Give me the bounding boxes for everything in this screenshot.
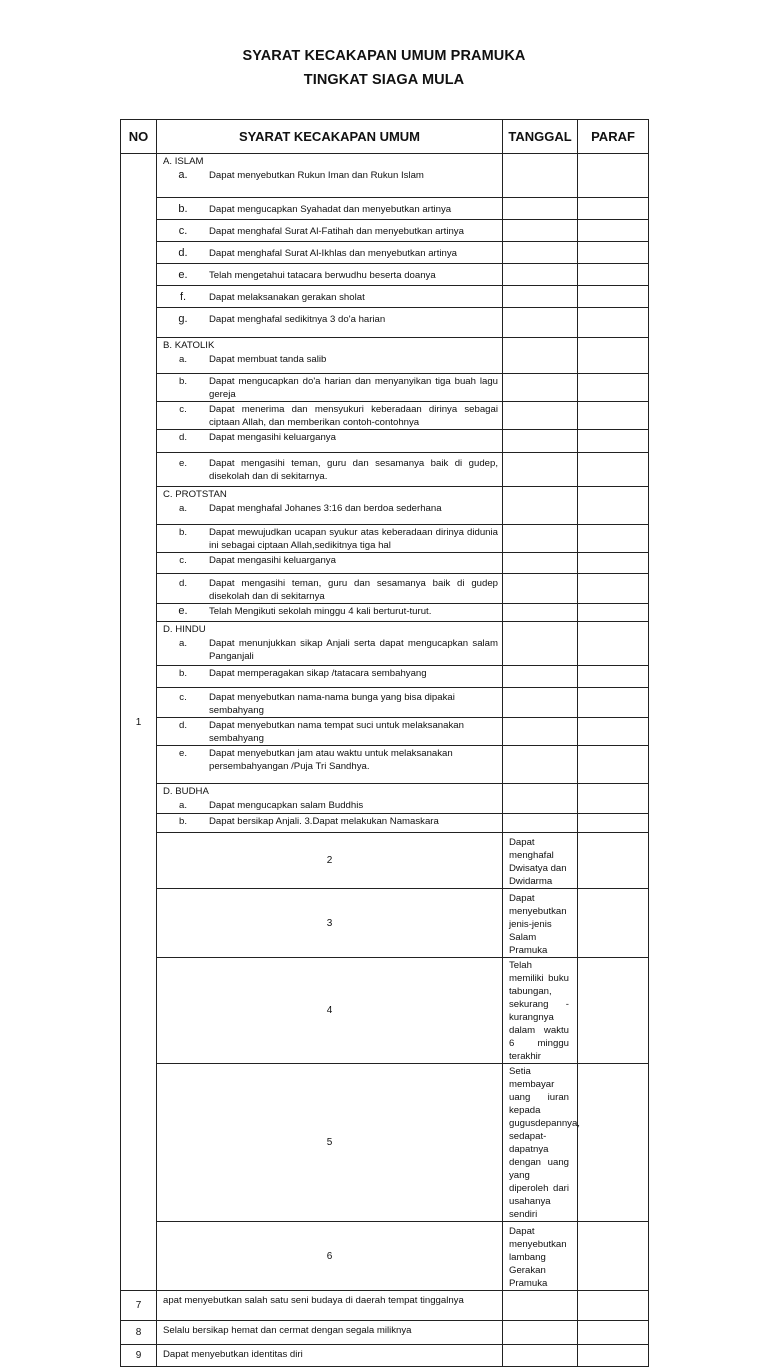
item-letter: c. [178,225,188,237]
paraf-cell[interactable] [578,402,649,430]
item-letter: a. [178,503,187,514]
list-item [157,198,502,216]
item-text: Dapat menunjukkan sikap Anjali serta dapat mengucapkan salam Panganjali [209,638,498,662]
row-number: 9 [121,1345,157,1367]
section-heading-protestan: C. PROTSTAN [163,489,227,500]
item-text: Dapat menyebutkan Rukun Iman dan Rukun Islam [209,170,424,181]
item-text: Dapat menyebutkan nama tempat suci untuk melaksanakan sembahyang [209,720,464,744]
requirement-cell [157,286,503,308]
requirement-cell [157,784,503,814]
paraf-cell[interactable] [578,430,649,453]
list-item [157,688,502,717]
requirement-cell [157,622,503,666]
table-row [121,622,649,666]
table-row [121,264,649,286]
list-item [157,814,502,828]
item-text: Dapat menerima dan mensyukuri keberadaan dirinya sebagai ciptaan Allah, dan memberikan contoh-contohnya [209,404,498,428]
list-item [157,352,502,366]
paraf-cell[interactable] [578,453,649,487]
tanggal-cell[interactable] [503,784,578,814]
tanggal-cell[interactable] [503,1291,578,1321]
table-row [121,220,649,242]
tanggal-cell[interactable] [503,666,578,688]
table-row [121,688,649,718]
table-row [121,889,649,958]
table-row [121,833,649,889]
paraf-cell[interactable] [578,814,649,833]
row-number: 8 [121,1321,157,1345]
row-number: 7 [121,1291,157,1321]
item-letter: e. [178,458,187,469]
requirement-cell [157,338,503,374]
paraf-cell[interactable] [578,604,649,622]
requirement-cell [157,374,503,402]
table-row [121,525,649,553]
requirement-cell [157,1345,503,1367]
requirements-table [120,119,649,1367]
table-row [121,198,649,220]
tanggal-cell[interactable] [578,958,649,1064]
tanggal-cell[interactable] [503,574,578,604]
list-item [157,636,502,663]
paraf-cell[interactable] [578,574,649,604]
table-row [121,1222,649,1291]
tanggal-cell[interactable] [503,308,578,338]
tanggal-cell[interactable] [503,154,578,198]
item-letter: g. [178,313,188,325]
tanggal-cell[interactable] [503,286,578,308]
list-item [157,574,502,603]
tanggal-cell[interactable] [503,402,578,430]
item-letter: b. [178,816,187,827]
row-number: 4 [157,958,503,1064]
item-text: Dapat menghafal Dwisatya dan Dwidarma [509,837,567,887]
table-row [121,958,649,1064]
requirement-cell [157,574,503,604]
tanggal-cell[interactable] [578,1222,649,1291]
paraf-cell[interactable] [578,1321,649,1345]
document-title: SYARAT KECAKAPAN UMUM PRAMUKA [242,48,526,64]
item-text: Dapat mengasihi teman, guru dan sesamanya baik di gudep disekolah dan di sekitarnya [209,578,498,602]
item-letter: e. [178,269,188,281]
tanggal-cell[interactable] [503,1321,578,1345]
tanggal-cell[interactable] [503,198,578,220]
requirement-cell [157,198,503,220]
requirement-cell [157,1291,503,1321]
tanggal-cell[interactable] [578,1064,649,1222]
tanggal-cell[interactable] [578,833,649,889]
list-item [157,430,502,444]
section-heading-hindu: D. HINDU [163,624,206,635]
requirement-cell [157,430,503,453]
tanggal-cell[interactable] [503,487,578,525]
table-row [121,308,649,338]
header-no: NO [121,120,157,154]
tanggal-cell[interactable] [503,374,578,402]
table-row [121,374,649,402]
paraf-cell[interactable] [578,220,649,242]
table-row [121,430,649,453]
table-row [121,553,649,574]
requirement-cell [157,666,503,688]
paraf-cell[interactable] [578,154,649,198]
requirement-cell [157,264,503,286]
list-item [157,264,502,282]
item-text: Dapat mewujudkan ucapan syukur atas keberadaan dirinya didunia ini sebagai ciptaan Allah,sedikitnya tiga hal [209,527,498,551]
item-text: Dapat mengasihi keluarganya [209,432,336,443]
table-row [121,746,649,784]
tanggal-cell[interactable] [503,604,578,622]
paraf-cell[interactable] [578,622,649,666]
list-item [157,798,502,812]
row-number: 3 [157,889,503,958]
list-item [157,453,502,483]
paraf-cell[interactable] [578,308,649,338]
requirement-cell [157,814,503,833]
tanggal-cell[interactable] [503,622,578,666]
table-row [121,1291,649,1321]
item-text: Dapat menyebutkan jam atau waktu untuk melaksanakan persembahyangan /Puja Tri Sandhya. [209,748,453,772]
list-item [157,604,502,618]
paraf-cell[interactable] [578,487,649,525]
tanggal-cell[interactable] [503,264,578,286]
requirement-cell [157,242,503,264]
paraf-cell[interactable] [578,1291,649,1321]
list-item [157,501,502,515]
table-row [121,338,649,374]
paraf-cell[interactable] [578,1345,649,1367]
tanggal-cell[interactable] [503,688,578,718]
item-text: Dapat menghafal Surat Al-Ikhlas dan menyebutkan artinya [209,248,457,259]
item-letter: d. [178,578,187,589]
tanggal-cell[interactable] [503,746,578,784]
header-tanggal: TANGGAL [503,120,578,154]
item-text: Dapat melaksanakan gerakan sholat [209,292,365,303]
tanggal-cell[interactable] [503,220,578,242]
requirement-cell [157,718,503,746]
item-letter: b. [178,527,187,538]
item-text: Dapat mengasihi keluarganya [209,555,336,566]
table-row [121,718,649,746]
item-letter: a. [178,638,187,649]
item-text: Dapat bersikap Anjali. 3.Dapat melakukan Namaskara [209,816,439,827]
item-text: Dapat membuat tanda salib [209,354,327,365]
item-letter: d. [178,432,187,443]
item-text: Dapat mengucapkan Syahadat dan menyebutkan artinya [209,204,452,215]
paraf-cell[interactable] [578,688,649,718]
item-text: Dapat menyebutkan lambang Gerakan Pramuka [509,1226,567,1289]
requirement-cell [157,453,503,487]
requirement-cell [157,487,503,525]
list-item [157,666,502,680]
tanggal-cell[interactable] [503,453,578,487]
requirement-cell [157,308,503,338]
list-item [157,374,502,401]
table-header-row [121,120,649,154]
header-syarat: SYARAT KECAKAPAN UMUM [157,120,503,154]
table-row [121,1064,649,1222]
item-text: Dapat menghafal Surat Al-Fatihah dan menyebutkan artinya [209,226,464,237]
item-text: Dapat menyebutkan jenis-jenis Salam Pramuka [509,893,567,956]
item-letter: c. [179,692,187,703]
tanggal-cell[interactable] [503,718,578,746]
tanggal-cell[interactable] [503,338,578,374]
item-letter: c. [179,555,187,566]
paraf-cell[interactable] [578,553,649,574]
list-item [157,553,502,567]
paraf-cell[interactable] [578,784,649,814]
list-item [157,308,502,326]
list-item [157,746,502,773]
paraf-cell[interactable] [578,718,649,746]
tanggal-cell[interactable] [503,525,578,553]
requirement-cell [157,525,503,553]
paraf-cell[interactable] [578,198,649,220]
item-letter: f. [179,291,187,303]
list-item [157,402,502,429]
table-row [121,666,649,688]
table-row [121,487,649,525]
requirement-cell [157,688,503,718]
row-number: 2 [157,833,503,889]
item-letter: a. [178,169,188,181]
item-letter: d. [178,720,187,731]
item-letter: a. [178,354,187,365]
item-text: Setia membayar uang iuran kepada gugusdepannya, sedapat-dapatnya dengan uang yang diperoleh dari usahanya sendiri [509,1066,580,1220]
table-row [121,784,649,814]
tanggal-cell[interactable] [503,814,578,833]
item-text: Dapat memperagakan sikap /tatacara sembahyang [209,668,427,679]
table-row [121,574,649,604]
table-row [121,814,649,833]
table-row [121,402,649,430]
item-letter: e. [178,605,188,617]
requirement-cell [503,958,578,1064]
item-letter: a. [178,800,187,811]
table-row [121,453,649,487]
table-row [121,604,649,622]
requirement-cell [157,402,503,430]
paraf-cell[interactable] [578,338,649,374]
row-number: 5 [157,1064,503,1222]
paraf-cell[interactable] [578,242,649,264]
section-heading-islam: A. ISLAM [163,156,204,167]
item-text: Dapat menyebutkan identitas diri [163,1349,303,1360]
tanggal-cell[interactable] [503,553,578,574]
requirement-cell [503,1222,578,1291]
requirement-cell [157,1321,503,1345]
item-text: Telah mengetahui tatacara berwudhu beserta doanya [209,270,436,281]
item-letter: c. [179,404,187,415]
requirement-cell [157,746,503,784]
requirement-cell [503,1064,578,1222]
table-row [121,286,649,308]
requirement-cell [157,553,503,574]
table-row [121,1345,649,1367]
item-text: apat menyebutkan salah satu seni budaya di daerah tempat tinggalnya [163,1295,464,1306]
requirement-cell [503,889,578,958]
requirement-cell [157,604,503,622]
item-letter: b. [178,376,187,387]
tanggal-cell[interactable] [578,889,649,958]
list-item [157,718,502,745]
requirement-cell [503,833,578,889]
row-number: 6 [157,1222,503,1291]
document-subtitle: TINGKAT SIAGA MULA [303,72,465,88]
paraf-cell[interactable] [578,525,649,553]
requirement-cell [157,154,503,198]
item-letter: b. [178,668,187,679]
tanggal-cell[interactable] [503,430,578,453]
paraf-cell[interactable] [578,286,649,308]
section-heading-budha: D. BUDHA [163,786,209,797]
section-heading-katolik: B. KATOLIK [163,340,215,351]
item-text: Dapat menghafal sedikitnya 3 do'a harian [209,314,386,325]
tanggal-cell[interactable] [503,242,578,264]
paraf-cell[interactable] [578,666,649,688]
table-row [121,242,649,264]
paraf-cell[interactable] [578,374,649,402]
header-paraf: PARAF [578,120,649,154]
item-text: Dapat mengucapkan do'a harian dan menyanyikan tiga buah lagu gereja [209,376,498,400]
paraf-cell[interactable] [578,746,649,784]
item-letter: e. [178,748,187,759]
list-item [157,525,502,552]
table-row [121,1321,649,1345]
item-text: Selalu bersikap hemat dan cermat dengan segala miliknya [163,1325,412,1336]
tanggal-cell[interactable] [503,1345,578,1367]
row-number-1: 1 [121,154,157,1291]
item-text: Dapat menyebutkan nama-nama bunga yang bisa dipakai sembahyang [209,692,455,716]
list-item [157,286,502,304]
item-text: Dapat mengucapkan salam Buddhis [209,800,364,811]
item-text: Dapat menghafal Johanes 3:16 dan berdoa sederhana [209,503,442,514]
table-row [121,154,649,198]
requirement-cell [157,220,503,242]
item-letter: b. [178,203,188,215]
list-item [157,220,502,238]
item-text: Dapat mengasihi teman, guru dan sesamanya baik di gudep, disekolah dan di sekitarnya. [209,458,498,482]
list-item [157,242,502,260]
item-text: Telah Mengikuti sekolah minggu 4 kali berturut-turut. [209,606,432,617]
list-item [157,168,502,182]
paraf-cell[interactable] [578,264,649,286]
item-letter: d. [178,247,188,259]
item-text: Telah memiliki buku tabungan, sekurang - kurangnya dalam waktu 6 minggu terakhir [509,960,569,1062]
